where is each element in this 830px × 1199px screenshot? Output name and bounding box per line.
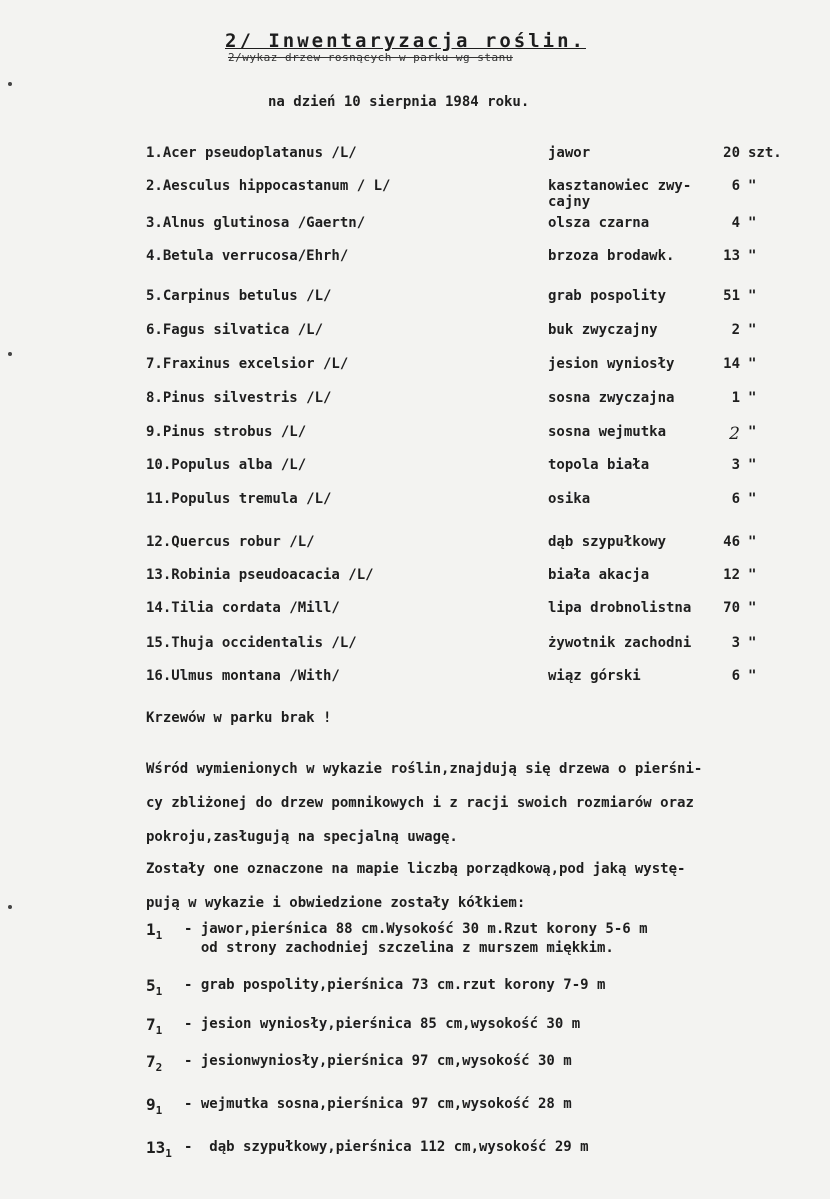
paragraph-line: Zostały one oznaczone na mapie liczbą porządkową,pod jaką wystę-	[146, 861, 686, 877]
tree-polish-name: sosna zwyczajna	[548, 390, 675, 406]
tree-count: 4	[731, 215, 740, 231]
tree-row	[0, 600, 830, 620]
tree-count: 3	[731, 457, 740, 473]
tree-latin-name: 10.Populus alba /L/	[146, 457, 307, 473]
tree-count: 14	[723, 356, 740, 372]
tree-polish-name: jawor	[548, 145, 591, 161]
tree-polish-name: buk zwyczajny	[548, 322, 658, 338]
tree-latin-name: 5.Carpinus betulus /L/	[146, 288, 332, 304]
tree-latin-name: 15.Thuja occidentalis /L/	[146, 635, 357, 651]
tree-polish-name: dąb szypułkowy	[548, 534, 667, 550]
note-text: - wejmutka sosna,pierśnica 97 cm,wysokość 28 m	[184, 1096, 572, 1112]
tree-row	[0, 145, 830, 165]
note-number	[146, 1052, 162, 1074]
tree-polish-name: osika	[548, 491, 591, 507]
tree-polish-name: grab pospolity	[548, 288, 667, 304]
tree-row	[0, 534, 830, 554]
tree-count: 3	[731, 635, 740, 651]
tree-polish-name: żywotnik zachodni	[548, 635, 692, 651]
note-number-sub: 1	[155, 985, 163, 999]
paragraph-line: pokroju,zasługują na specjalną uwagę.	[146, 829, 458, 845]
note-text: - jawor,pierśnica 88 cm.Wysokość 30 m.Rzut korony 5-6 m od strony zachodniej szczelina z murszem miękkim.	[184, 921, 648, 956]
tree-unit: "	[748, 635, 757, 651]
tree-row	[0, 215, 830, 235]
tree-latin-name: 11.Populus tremula /L/	[146, 491, 332, 507]
notable-tree-note	[146, 920, 786, 960]
note-number-main: 5	[146, 976, 156, 995]
notable-tree-note	[146, 1095, 786, 1135]
tree-latin-name: 14.Tilia cordata /Mill/	[146, 600, 340, 616]
tree-row	[0, 322, 830, 342]
notable-tree-note	[146, 1052, 786, 1092]
notable-tree-note	[146, 976, 786, 1016]
tree-polish-name: wiąz górski	[548, 668, 641, 684]
tree-latin-name: 16.Ulmus montana /With/	[146, 668, 340, 684]
tree-unit: "	[748, 600, 757, 616]
note-text: - grab pospolity,pierśnica 73 cm.rzut korony 7-9 m	[184, 977, 606, 993]
note-number-sub: 1	[155, 929, 163, 943]
tree-count: 2	[729, 424, 740, 444]
note-text: - jesion wyniosły,pierśnica 85 cm,wysokość 30 m	[184, 1016, 581, 1032]
tree-count: 6	[731, 668, 740, 684]
note-number-main: 13	[146, 1138, 166, 1157]
note-number	[146, 920, 162, 942]
tree-polish-name: sosna wejmutka	[548, 424, 667, 440]
tree-unit: "	[748, 457, 757, 473]
tree-row	[0, 424, 830, 444]
note-number	[146, 1015, 162, 1037]
tree-unit: "	[748, 288, 757, 304]
tree-row	[0, 178, 830, 210]
tree-unit: "	[748, 424, 757, 440]
note-number-main: 7	[146, 1015, 156, 1034]
tree-unit: "	[748, 215, 757, 231]
tree-polish-name: olsza czarna	[548, 215, 650, 231]
tree-row	[0, 457, 830, 477]
tree-latin-name: 2.Aesculus hippocastanum / L/	[146, 178, 391, 194]
document-date: na dzień 10 sierpnia 1984 roku.	[268, 94, 530, 110]
tree-unit: "	[748, 248, 757, 264]
tree-latin-name: 12.Quercus robur /L/	[146, 534, 315, 550]
note-number-main: 1	[146, 920, 156, 939]
tree-latin-name: 9.Pinus strobus /L/	[146, 424, 307, 440]
tree-unit: "	[748, 178, 757, 194]
tree-unit: "	[748, 322, 757, 338]
note-number-sub: 1	[165, 1147, 172, 1161]
tree-polish-name: kasztanowiec zwy- cajny	[548, 178, 692, 210]
tree-latin-name: 6.Fagus silvatica /L/	[146, 322, 324, 338]
tree-polish-name: topola biała	[548, 457, 650, 473]
tree-latin-name: 7.Fraxinus excelsior /L/	[146, 356, 349, 372]
note-number-main: 9	[146, 1095, 156, 1114]
paragraph-2	[146, 852, 685, 920]
tree-latin-name: 8.Pinus silvestris /L/	[146, 390, 332, 406]
tree-latin-name: 1.Acer pseudoplatanus /L/	[146, 145, 357, 161]
tree-unit: "	[748, 356, 757, 372]
tree-latin-name: 4.Betula verrucosa/Ehrh/	[146, 248, 349, 264]
paragraph-line: pują w wykazie i obwiedzione zostały kółkiem:	[146, 895, 526, 911]
paragraph-line: cy zbliżonej do drzew pomnikowych i z racji swoich rozmiarów oraz	[146, 795, 694, 811]
tree-count: 12	[723, 567, 740, 583]
tree-count: 6	[731, 491, 740, 507]
tree-count: 1	[731, 390, 740, 406]
tree-latin-name: 13.Robinia pseudoacacia /L/	[146, 567, 374, 583]
tree-unit: "	[748, 668, 757, 684]
tree-row	[0, 390, 830, 410]
tree-row	[0, 668, 830, 688]
tree-count: 2	[731, 322, 740, 338]
tree-count: 51	[723, 288, 740, 304]
tree-count: 6	[731, 178, 740, 194]
note-number	[146, 1095, 162, 1117]
document-subtitle: 2/wykaz drzew rosnących w parku wg stanu	[228, 51, 513, 64]
note-number	[146, 1138, 172, 1160]
tree-polish-name: lipa drobnolistna	[548, 600, 692, 616]
notable-tree-note	[146, 1015, 786, 1055]
document-title: 2/ Inwentaryzacja roślin.	[225, 30, 586, 52]
shrubs-note: Krzewów w parku brak !	[146, 710, 332, 726]
note-number-sub: 2	[155, 1061, 163, 1075]
tree-unit: "	[748, 567, 757, 583]
note-number-main: 7	[146, 1052, 156, 1071]
tree-unit: "	[748, 491, 757, 507]
tree-latin-name: 3.Alnus glutinosa /Gaertn/	[146, 215, 366, 231]
note-number	[146, 976, 162, 998]
tree-polish-name: jesion wyniosły	[548, 356, 675, 372]
note-number-sub: 1	[155, 1024, 163, 1038]
tree-unit: szt.	[748, 145, 782, 161]
tree-unit: "	[748, 534, 757, 550]
tree-row	[0, 288, 830, 308]
paragraph-line: Wśród wymienionych w wykazie roślin,znajdują się drzewa o pierśni-	[146, 761, 703, 777]
notable-tree-note	[146, 1138, 786, 1178]
note-number-sub: 1	[155, 1104, 163, 1118]
margin-mark	[8, 905, 12, 909]
margin-mark	[8, 82, 12, 86]
tree-row	[0, 635, 830, 655]
tree-count: 70	[723, 600, 740, 616]
tree-polish-name: biała akacja	[548, 567, 650, 583]
note-text: - jesionwyniosły,pierśnica 97 cm,wysokość 30 m	[184, 1053, 572, 1069]
tree-count: 20	[723, 145, 740, 161]
tree-count: 13	[723, 248, 740, 264]
tree-row	[0, 491, 830, 511]
tree-count: 46	[723, 534, 740, 550]
tree-polish-name: brzoza brodawk.	[548, 248, 675, 264]
tree-unit: "	[748, 390, 757, 406]
tree-row	[0, 356, 830, 376]
paragraph-1	[146, 752, 702, 854]
tree-row	[0, 567, 830, 587]
note-text: - dąb szypułkowy,pierśnica 112 cm,wysokość 29 m	[184, 1139, 589, 1155]
tree-row	[0, 248, 830, 268]
